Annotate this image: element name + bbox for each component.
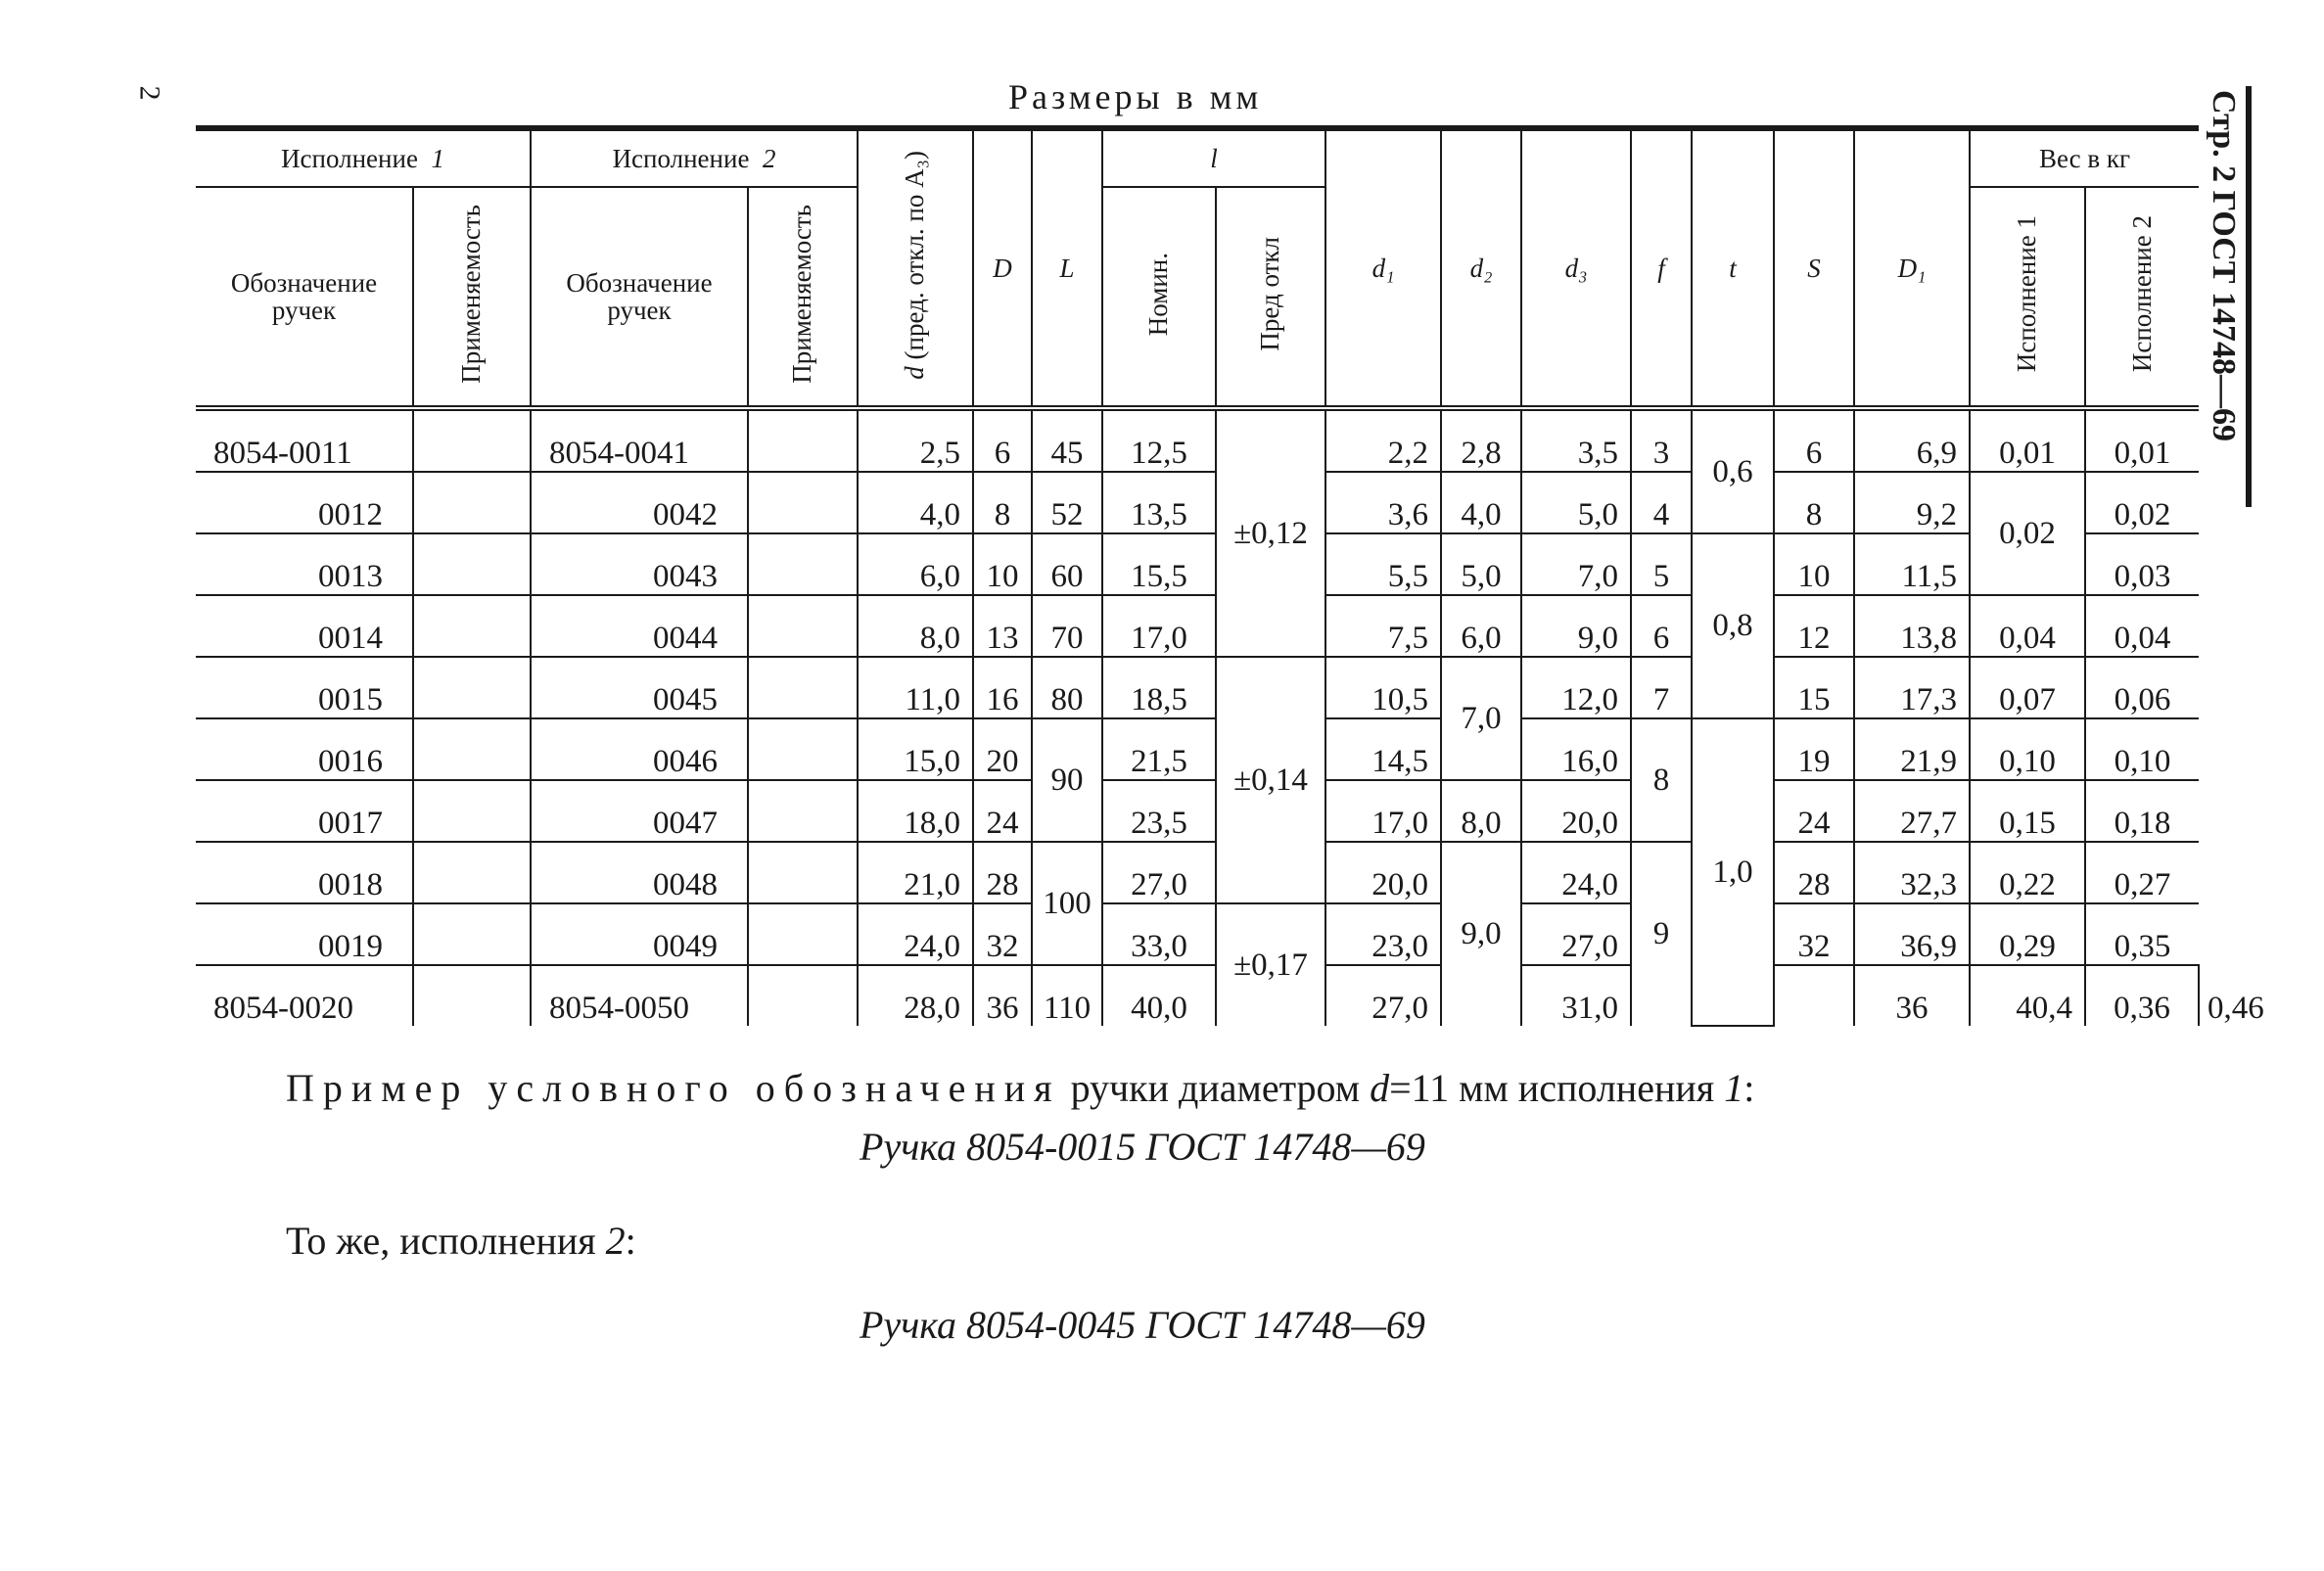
cell-S: 32: [1774, 903, 1854, 965]
cell-prim2: [748, 903, 858, 965]
header-D: D: [973, 131, 1032, 408]
cell-D1: 32,3: [1854, 842, 1970, 903]
cell-l: 40,0: [1102, 965, 1216, 1026]
table-row: [196, 780, 2199, 842]
cell-d2: 9,0: [1441, 842, 1521, 1026]
header-d3: d₃: [1521, 131, 1631, 408]
cell-prim2: [748, 408, 858, 472]
cell-d: 24,0: [858, 903, 973, 965]
cell-des1: 0017: [196, 780, 413, 842]
cell-d3: 20,0: [1521, 780, 1631, 842]
example-eq: =11 мм исполнения: [1389, 1066, 1725, 1110]
cell-prim1: [413, 408, 531, 472]
cell-D: 20: [973, 718, 1032, 780]
header-ves: Вес в кг: [1970, 131, 2199, 187]
header-d2: d₂: [1441, 131, 1521, 408]
table-row: 8054-0020 8054-0050 28,0 36 110 40,0 27,0 31,0 36 40,4 0,36 0,46: [196, 965, 2199, 1026]
cell-w2: 0,01: [2085, 408, 2199, 472]
header-l-nomin: Номин.: [1102, 187, 1216, 408]
cell-prim2: [748, 533, 858, 595]
cell-l: 13,5: [1102, 472, 1216, 533]
cell-des1: 0012: [196, 472, 413, 533]
cell-l: 23,5: [1102, 780, 1216, 842]
table-row: [196, 408, 2199, 472]
cell-l: 17,0: [1102, 595, 1216, 657]
cell-d2: 5,0: [1441, 533, 1521, 595]
cell-S: 10: [1774, 533, 1854, 595]
cell-d: 11,0: [858, 657, 973, 718]
header-f: f: [1631, 131, 1692, 408]
table-row: [196, 595, 2199, 657]
cell-D1: 9,2: [1854, 472, 1970, 533]
cell-S: 8: [1774, 472, 1854, 533]
page-number: 2: [133, 85, 166, 101]
header-primenyaemost-1: Применяемость: [413, 187, 531, 408]
cell-tol: ±0,17: [1216, 903, 1325, 1026]
cell-D: 13: [973, 595, 1032, 657]
header-l-pred-otkl: Пред откл: [1216, 187, 1325, 408]
cell-d: 4,0: [858, 472, 973, 533]
cell-des2: 0048: [531, 842, 748, 903]
cell-D1: 17,3: [1854, 657, 1970, 718]
cell-d1: 20,0: [1325, 842, 1441, 903]
cell-prim2: [748, 780, 858, 842]
cell-D1: 13,8: [1854, 595, 1970, 657]
example-num: 1: [1724, 1066, 1744, 1110]
cell-prim1: [413, 472, 531, 533]
example-text: ручки диаметром: [1060, 1066, 1371, 1110]
cell-f: 8: [1631, 718, 1692, 842]
cell-prim1: [413, 718, 531, 780]
cell-des1: 0014: [196, 595, 413, 657]
cell-d1: 3,6: [1325, 472, 1441, 533]
example-designation-2: Ручка 8054-0045 ГОСТ 14748—69: [860, 1303, 1425, 1347]
same-text: То же, исполнения: [286, 1219, 606, 1263]
cell-l: 21,5: [1102, 718, 1216, 780]
cell-d3: 16,0: [1521, 718, 1631, 780]
header-l: l: [1102, 131, 1325, 187]
cell-D1: 21,9: [1854, 718, 1970, 780]
cell-tol: ±0,12: [1216, 408, 1325, 657]
cell-d: 2,5: [858, 408, 973, 472]
cell-des1: 0019: [196, 903, 413, 965]
cell-d: 28,0: [858, 965, 973, 1026]
header-L: L: [1032, 131, 1102, 408]
header-S: S: [1774, 131, 1854, 408]
cell-w1: 0,04: [1970, 595, 2085, 657]
cell-f: 7: [1631, 657, 1692, 718]
cell-d: 8,0: [858, 595, 973, 657]
running-head-rule: [2246, 86, 2252, 507]
cell-d1: 10,5: [1325, 657, 1441, 718]
cell-S: 12: [1774, 595, 1854, 657]
example-colon: :: [1743, 1066, 1755, 1110]
cell-des2: 0043: [531, 533, 748, 595]
cell-d2: 4,0: [1441, 472, 1521, 533]
cell-des2: 0042: [531, 472, 748, 533]
cell-des2: 0044: [531, 595, 748, 657]
table-row: [196, 472, 2199, 533]
cell-D: 6: [973, 408, 1032, 472]
cell-w1: 0,36: [2085, 965, 2199, 1026]
cell-des1: 0013: [196, 533, 413, 595]
cell-des2: 0046: [531, 718, 748, 780]
cell-D1: 11,5: [1854, 533, 1970, 595]
cell-prim1: [413, 903, 531, 965]
cell-des2: 0045: [531, 657, 748, 718]
cell-prim1: [413, 780, 531, 842]
table-row: [196, 903, 2199, 965]
cell-w1: 0,22: [1970, 842, 2085, 903]
cell-d1: 2,2: [1325, 408, 1441, 472]
cell-w2: 0,35: [2085, 903, 2199, 965]
cell-D: 32: [973, 903, 1032, 965]
cell-d3: 7,0: [1521, 533, 1631, 595]
cell-D: 16: [973, 657, 1032, 718]
cell-prim2: [748, 657, 858, 718]
cell-d2: 2,8: [1441, 408, 1521, 472]
cell-f: 3: [1631, 408, 1692, 472]
header-primenyaemost-2: Применяемость: [748, 187, 858, 408]
example-sentence: [286, 1065, 1754, 1111]
cell-w1: 0,01: [1970, 408, 2085, 472]
cell-L: 45: [1032, 408, 1102, 472]
cell-l: 33,0: [1102, 903, 1216, 965]
same-sentence: [286, 1218, 636, 1264]
cell-D: 24: [973, 780, 1032, 842]
cell-d: 6,0: [858, 533, 973, 595]
table-row: [196, 657, 2199, 718]
cell-L: 100: [1032, 842, 1102, 965]
cell-t: 0,6: [1692, 408, 1774, 533]
cell-des1: 8054-0011: [196, 408, 413, 472]
cell-w2: 0,18: [2085, 780, 2199, 842]
cell-w2: 0,02: [2085, 472, 2199, 533]
cell-L: 70: [1032, 595, 1102, 657]
cell-S: 24: [1774, 780, 1854, 842]
cell-w1: 0,10: [1970, 718, 2085, 780]
cell-d2: 8,0: [1441, 780, 1521, 842]
cell-d3: 9,0: [1521, 595, 1631, 657]
cell-l: 18,5: [1102, 657, 1216, 718]
cell-f: 4: [1631, 472, 1692, 533]
cell-prim1: [413, 965, 531, 1026]
cell-prim2: [748, 472, 858, 533]
header-ves-isp2: Исполнение 2: [2085, 187, 2199, 408]
cell-l: 27,0: [1102, 842, 1216, 903]
cell-D1: 6,9: [1854, 408, 1970, 472]
table-row: [196, 718, 2199, 780]
cell-d3: 5,0: [1521, 472, 1631, 533]
cell-prim2: [748, 718, 858, 780]
cell-D1: 40,4: [1970, 965, 2085, 1026]
cell-d1: 27,0: [1325, 965, 1441, 1026]
cell-prim1: [413, 533, 531, 595]
cell-t: [1774, 965, 1854, 1026]
cell-w1: 0,02: [1970, 472, 2085, 595]
cell-d2: 7,0: [1441, 657, 1521, 780]
cell-d1: 14,5: [1325, 718, 1441, 780]
cell-w1: 0,15: [1970, 780, 2085, 842]
cell-D1: 27,7: [1854, 780, 1970, 842]
header-D1: D₁: [1854, 131, 1970, 408]
cell-d1: 5,5: [1325, 533, 1441, 595]
cell-d: 15,0: [858, 718, 973, 780]
cell-L: 60: [1032, 533, 1102, 595]
cell-prim1: [413, 595, 531, 657]
table-row: [196, 533, 2199, 595]
cell-S: 6: [1774, 408, 1854, 472]
cell-d1: 17,0: [1325, 780, 1441, 842]
cell-S: 36: [1854, 965, 1970, 1026]
cell-d3: 3,5: [1521, 408, 1631, 472]
cell-des2: 8054-0050: [531, 965, 748, 1026]
table-caption: Размеры в мм: [1008, 77, 1263, 116]
cell-prim1: [413, 657, 531, 718]
cell-w1: 0,29: [1970, 903, 2085, 965]
cell-f: 5: [1631, 533, 1692, 595]
same-num: 2: [605, 1219, 626, 1263]
cell-l: 15,5: [1102, 533, 1216, 595]
cell-L: 90: [1032, 718, 1102, 842]
cell-D1: 36,9: [1854, 903, 1970, 965]
cell-d: 21,0: [858, 842, 973, 903]
cell-w2: 0,04: [2085, 595, 2199, 657]
cell-D: 8: [973, 472, 1032, 533]
cell-t: 1,0: [1692, 718, 1774, 1026]
cell-w2: 0,06: [2085, 657, 2199, 718]
cell-w2: 0,27: [2085, 842, 2199, 903]
cell-d: 18,0: [858, 780, 973, 842]
cell-des1: 8054-0020: [213, 990, 353, 1026]
cell-d3: 24,0: [1521, 842, 1631, 903]
cell-des1: 0018: [196, 842, 413, 903]
cell-des2: 8054-0041: [531, 408, 748, 472]
cell-prim2: [748, 965, 858, 1026]
cell-prim2: [748, 842, 858, 903]
cell-d3: 27,0: [1521, 903, 1631, 965]
table-row: [196, 842, 2199, 903]
cell-L: 52: [1032, 472, 1102, 533]
cell-S: 19: [1774, 718, 1854, 780]
cell-prim2: [748, 595, 858, 657]
cell-D: 28: [973, 842, 1032, 903]
cell-tol: ±0,14: [1216, 657, 1325, 903]
header-oboznachenie-1: Обозначение ручек: [196, 187, 413, 408]
example-lead: Пример условного обозначения: [286, 1066, 1061, 1110]
cell-S: 28: [1774, 842, 1854, 903]
cell-S: 15: [1774, 657, 1854, 718]
cell-prim1: [413, 842, 531, 903]
header-ispolnenie-1: Исполнение 1: [196, 131, 531, 187]
cell-f: 9: [1631, 842, 1692, 1026]
same-colon: :: [625, 1219, 636, 1263]
example-designation-1: Ручка 8054-0015 ГОСТ 14748—69: [860, 1125, 1425, 1169]
cell-L: 110: [1032, 965, 1102, 1026]
cell-D: 10: [973, 533, 1032, 595]
cell-des2: 0049: [531, 903, 748, 965]
header-d1: d₁: [1325, 131, 1441, 408]
cell-w2: 0,03: [2085, 533, 2199, 595]
cell-d1: 23,0: [1325, 903, 1441, 965]
header-oboznachenie-2: Обозначение ручек: [531, 187, 748, 408]
cell-d2: 6,0: [1441, 595, 1521, 657]
cell-des1: 0016: [196, 718, 413, 780]
header-ispolnenie-2: Исполнение 2: [531, 131, 858, 187]
cell-w2: 0,10: [2085, 718, 2199, 780]
cell-d1: 7,5: [1325, 595, 1441, 657]
cell-L: 80: [1032, 657, 1102, 718]
header-d: d (пред. откл. по A₃): [858, 131, 973, 408]
cell-d3: 31,0: [1521, 965, 1631, 1026]
header-t: t: [1692, 131, 1774, 408]
cell-f: 6: [1631, 595, 1692, 657]
cell-t: 0,8: [1692, 533, 1774, 718]
cell-w1: 0,07: [1970, 657, 2085, 718]
cell-des2: 0047: [531, 780, 748, 842]
cell-d3: 12,0: [1521, 657, 1631, 718]
cell-l: 12,5: [1102, 408, 1216, 472]
example-d: d: [1370, 1066, 1390, 1110]
cell-D: 36: [973, 965, 1032, 1026]
cell-des1: 0015: [196, 657, 413, 718]
running-head: Стр. 2 ГОСТ 14748—69: [2206, 90, 2242, 442]
header-ves-isp1: Исполнение 1: [1970, 187, 2085, 408]
